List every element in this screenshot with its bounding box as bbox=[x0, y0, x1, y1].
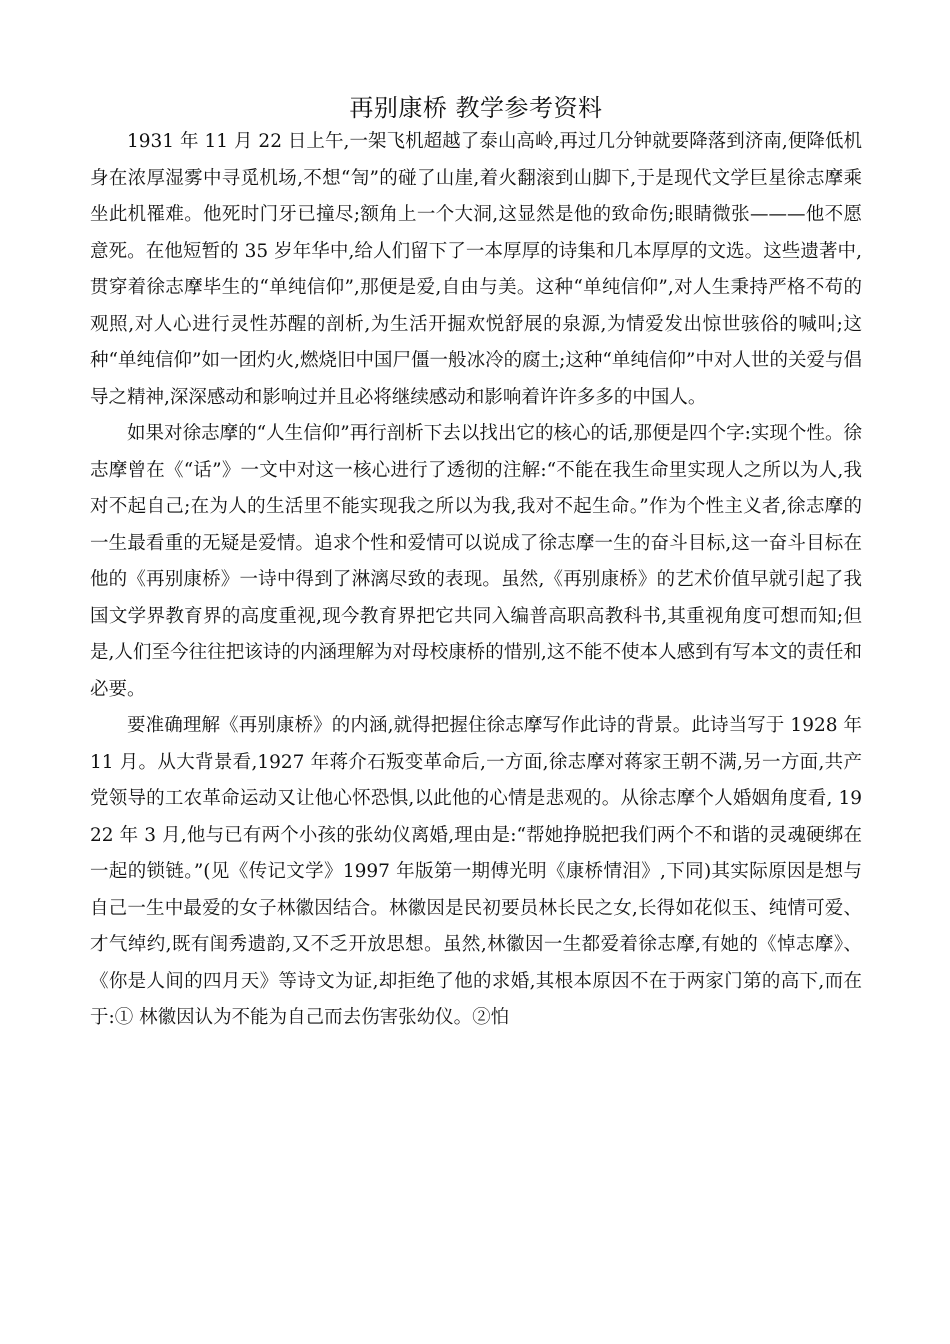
paragraph-3: 要准确理解《再别康桥》的内涵,就得把握住徐志摩写作此诗的背景。此诗当写于 1928 年 11 月。从大背景看,1927 年蒋介石叛变革命后,一方面,徐志摩对蒋家王朝不满,另一方面,共产党领导的工农革命运动又让他心怀恐惧,以此他的心情是悲观的。从徐志摩个人婚姻角度看, 1922 年 3 月,他与已有两个小孩的张幼仪离婚,理由是:“帮她挣脱把我们两个不和谐的灵魂硬绑在一起的锁链。”(见《传记文学》1997 年版第一期傅光明《康桥情泪》,下同)其实际原因是想与自己一生中最爱的女子林徽因结合。林徽因是民初要员林长民之女,长得如花似玉、纯情可爱、才气绰约,既有闺秀遗韵,又不乏开放思想。虽然,林徽因一生都爱着徐志摩,有她的《悼志摩》、《你是人间的四月天》等诗文为证,却拒绝了他的求婚,其根本原因不在于两家门第的高下,而在于:① 林徽因认为不能为自己而去伤害张幼仪。②怕 bbox=[90, 715, 862, 1028]
paragraph-2: 如果对徐志摩的“人生信仰”再行剖析下去以找出它的核心的话,那便是四个字:实现个性。徐志摩曾在《“话”》一文中对这一核心进行了透彻的注解:“不能在我生命里实现人之所以为人,我对不起自己;在为人的生活里不能实现我之所以为我,我对不起生命。”作为个性主义者,徐志摩的一生最看重的无疑是爱情。追求个性和爱情可以说成了徐志摩一生的奋斗目标,这一奋斗目标在他的《再别康桥》一诗中得到了淋漓尽致的表现。虽然,《再别康桥》的艺术价值早就引起了我国文学界教育界的高度重视,现今教育界把它共同入编普高职高教科书,其重视角度可想而知;但是,人们至今往往把该诗的内涵理解为对母校康桥的惜别,这不能不使本人感到有写本文的责任和必要。 bbox=[90, 423, 862, 700]
document-page bbox=[90, 92, 862, 1037]
document-title: 再别康桥 教学参考资料 bbox=[349, 94, 603, 122]
paragraph-1: 1931 年 11 月 22 日上午,一架飞机超越了泰山高岭,再过几分钟就要降落到济南,便降低机身在浓厚湿雾中寻觅机场,不想“訇”的碰了山崖,着火翻滚到山脚下,于是现代文学巨星徐志摩乘坐此机罹难。他死时门牙已撞尽;额角上一个大洞,这显然是他的致命伤;眼睛微张———他不愿意死。在他短暂的 35 岁年华中,给人们留下了一本厚厚的诗集和几本厚厚的文选。这些遗著中,贯穿着徐志摩毕生的“单纯信仰”,那便是爱,自由与美。这种“单纯信仰”,对人生秉持严格不苟的观照,对人心进行灵性苏醒的剖析,为生活开掘欢悦舒展的泉源,为情爱发出惊世骇俗的喊叫;这种“单纯信仰”如一团灼火,燃烧旧中国尸僵一般冰冷的腐土;这种“单纯信仰”中对人世的关爱与倡导之精神,深深感动和影响过并且必将继续感动和影响着许许多多的中国人。 bbox=[90, 131, 862, 408]
